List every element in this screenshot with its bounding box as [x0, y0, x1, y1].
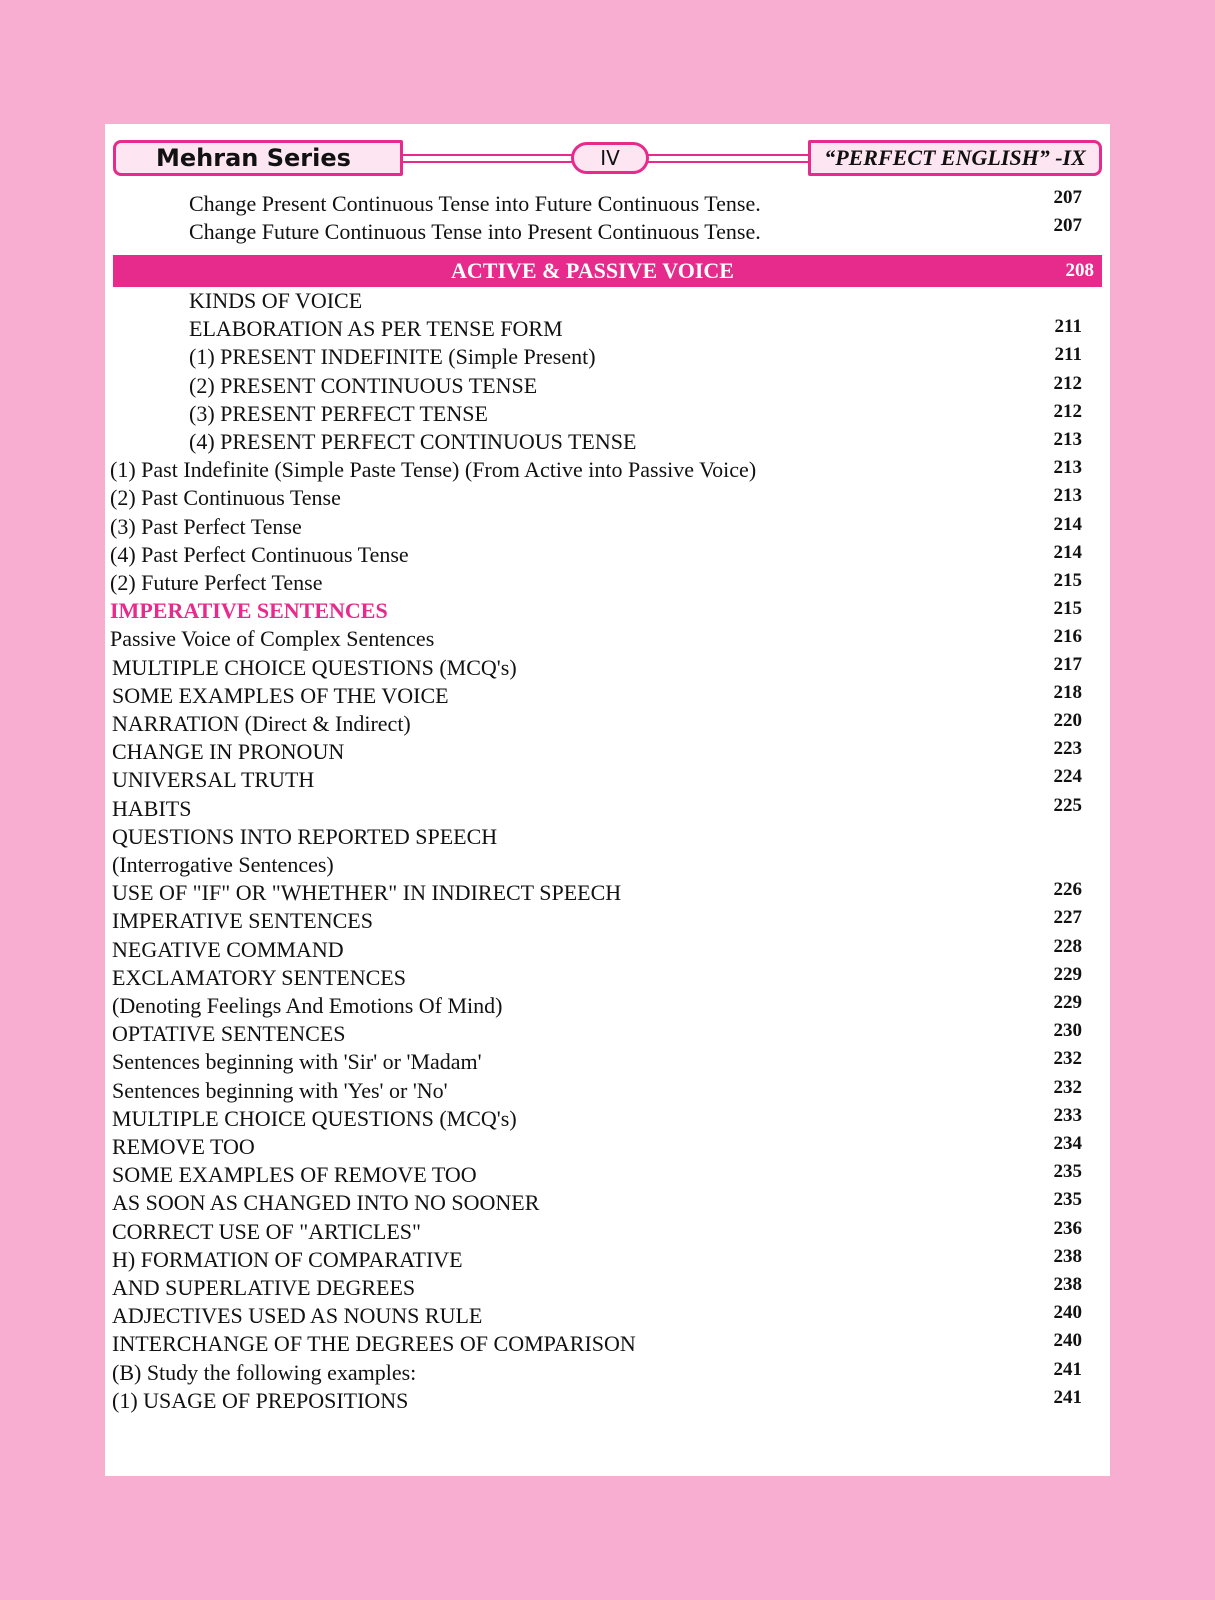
toc-entry: [105, 215, 1110, 246]
entry-page: 236: [1053, 1217, 1082, 1239]
entry-title: USE OF "IF" OR "WHETHER" IN INDIRECT SPEECH: [112, 880, 622, 906]
entry-title: H) FORMATION OF COMPARATIVE: [112, 1246, 463, 1272]
entry-page: 207: [1053, 187, 1082, 208]
entry-page: 240: [1053, 1330, 1082, 1352]
entry-page: 212: [1053, 400, 1082, 422]
toc-entry: [105, 1020, 1110, 1048]
entry-title: (B) Study the following examples:: [112, 1359, 417, 1385]
book-title: “PERFECT ENGLISH” -IX: [808, 140, 1102, 176]
toc-entry: [105, 710, 1110, 738]
entry-title: OPTATIVE SENTENCES: [112, 1021, 346, 1047]
entry-title: IMPERATIVE SENTENCES: [110, 598, 388, 624]
toc-entry: [105, 936, 1110, 964]
toc-entry: [105, 372, 1110, 400]
entry-page: 234: [1053, 1133, 1082, 1154]
entry-page: 213: [1053, 457, 1082, 479]
entry-title: QUESTIONS INTO REPORTED SPEECH: [112, 823, 498, 849]
entry-title: Sentences beginning with 'Yes' or 'No': [112, 1077, 448, 1103]
entry-page: 240: [1053, 1302, 1082, 1324]
entry-page: 220: [1053, 710, 1082, 731]
entry-page: 225: [1053, 794, 1082, 816]
toc-entry: [105, 1359, 1110, 1387]
entry-page: 217: [1053, 653, 1082, 675]
entry-title: Change Future Continuous Tense into Present Continuous Tense.: [189, 219, 761, 244]
entry-page: 226: [1053, 879, 1082, 901]
toc-entry: [105, 1189, 1110, 1217]
entry-title: SOME EXAMPLES OF REMOVE TOO: [112, 1162, 477, 1188]
toc-entry: [105, 1274, 1110, 1302]
toc-entry: [105, 187, 1110, 218]
toc-entry: [105, 795, 1110, 823]
toc-entry: [105, 1330, 1110, 1358]
entry-page: 238: [1053, 1274, 1082, 1295]
entry-page: 213: [1053, 429, 1082, 450]
entry-title: Sentences beginning with 'Sir' or 'Madam': [112, 1049, 482, 1075]
entry-title: AND SUPERLATIVE DEGREES: [112, 1275, 416, 1300]
section-title: ACTIVE & PASSIVE VOICE: [451, 258, 734, 283]
section-page: 208: [1065, 260, 1094, 281]
entry-title: (4) Past Perfect Continuous Tense: [110, 541, 409, 567]
section-banner: [113, 255, 1102, 287]
entry-title: NARRATION (Direct & Indirect): [112, 711, 411, 736]
entry-title: (Denoting Feelings And Emotions Of Mind): [112, 993, 503, 1018]
entry-title: (4) PRESENT PERFECT CONTINUOUS TENSE: [189, 429, 637, 454]
entry-title: CHANGE IN PRONOUN: [112, 739, 345, 765]
entry-page: 207: [1053, 215, 1082, 236]
toc-entry: [105, 484, 1110, 512]
entry-title: (1) Past Indefinite (Simple Paste Tense) (From Active into Passive Voice): [110, 457, 757, 483]
entry-page: 212: [1053, 372, 1082, 394]
toc-entry: [105, 400, 1110, 428]
entry-title: (Interrogative Sentences): [112, 852, 334, 877]
entry-title: Change Present Continuous Tense into Future Continuous Tense.: [189, 191, 761, 216]
entry-page: 227: [1053, 907, 1082, 929]
toc-entry: [105, 625, 1110, 653]
entry-title: (2) Future Perfect Tense: [110, 570, 323, 595]
toc-entry: [105, 1218, 1110, 1246]
entry-page: 232: [1053, 1076, 1082, 1098]
toc-entry: [105, 287, 1110, 315]
entry-title: MULTIPLE CHOICE QUESTIONS (MCQ's): [112, 654, 517, 680]
entry-page: 235: [1053, 1189, 1082, 1211]
entry-title: (1) USAGE OF PREPOSITIONS: [112, 1387, 409, 1413]
entry-page: 211: [1054, 344, 1082, 366]
toc-entry: [105, 851, 1110, 879]
toc-entry: [105, 766, 1110, 794]
entry-page: 215: [1053, 570, 1082, 591]
entry-title: ADJECTIVES USED AS NOUNS RULE: [112, 1303, 483, 1329]
entry-page: 229: [1053, 963, 1082, 985]
toc-entry: [105, 569, 1110, 597]
toc-entry: [105, 1048, 1110, 1076]
entry-page: 233: [1053, 1104, 1082, 1126]
toc-entry: [105, 738, 1110, 766]
toc-entry: [105, 682, 1110, 710]
toc-entry: [105, 1246, 1110, 1274]
entry-page: 238: [1053, 1245, 1082, 1267]
toc-entry: [105, 964, 1110, 992]
toc-entry: [105, 513, 1110, 541]
entry-page: 216: [1053, 626, 1082, 648]
entry-page: 214: [1053, 513, 1082, 535]
entry-title: Passive Voice of Complex Sentences: [110, 626, 435, 652]
toc-entry: [105, 315, 1110, 343]
entry-title: UNIVERSAL TRUTH: [112, 767, 315, 793]
entry-page: 214: [1053, 541, 1082, 563]
entry-title: HABITS: [112, 795, 192, 821]
series-title: Mehran Series: [113, 140, 403, 176]
entry-title: CORRECT USE OF "ARTICLES": [112, 1218, 421, 1244]
entry-title: REMOVE TOO: [112, 1134, 255, 1159]
entry-title: INTERCHANGE OF THE DEGREES OF COMPARISON: [112, 1331, 636, 1357]
entry-title: ELABORATION AS PER TENSE FORM: [189, 316, 563, 342]
entry-page: 224: [1053, 766, 1082, 788]
entry-page: 235: [1053, 1161, 1082, 1183]
entry-title: (1) PRESENT INDEFINITE (Simple Present): [189, 344, 596, 370]
toc-entry: [105, 992, 1110, 1020]
entry-title: (3) PRESENT PERFECT TENSE: [189, 400, 488, 426]
entry-title: MULTIPLE CHOICE QUESTIONS (MCQ's): [112, 1105, 517, 1131]
entry-page: 232: [1053, 1048, 1082, 1070]
entry-page: 241: [1053, 1358, 1082, 1380]
entry-page: 228: [1053, 935, 1082, 957]
toc-entry: [105, 1105, 1110, 1133]
entry-title: (3) Past Perfect Tense: [110, 513, 302, 539]
toc-entry: [105, 1133, 1110, 1161]
toc-entry: [105, 907, 1110, 935]
toc-entry: [105, 541, 1110, 569]
entry-title: (2) PRESENT CONTINUOUS TENSE: [189, 372, 538, 398]
entry-page: 223: [1053, 738, 1082, 760]
toc-page: [105, 124, 1110, 1476]
entry-title: EXCLAMATORY SENTENCES: [112, 964, 406, 990]
toc-entry: [105, 1161, 1110, 1189]
toc-entry: [105, 456, 1110, 484]
entry-title: AS SOON AS CHANGED INTO NO SOONER: [112, 1190, 540, 1216]
entry-page: 215: [1053, 598, 1082, 620]
entry-page: 230: [1053, 1020, 1082, 1042]
toc-entry: [105, 1387, 1110, 1415]
entry-title: IMPERATIVE SENTENCES: [112, 908, 373, 934]
entry-title: (2) Past Continuous Tense: [110, 485, 341, 511]
entry-title: KINDS OF VOICE: [189, 288, 363, 313]
toc-entry: [105, 343, 1110, 371]
toc-entry: [105, 1302, 1110, 1330]
entry-title: NEGATIVE COMMAND: [112, 936, 344, 962]
entry-title: SOME EXAMPLES OF THE VOICE: [112, 682, 449, 708]
entry-page: 218: [1053, 681, 1082, 703]
page-number-roman: IV: [571, 142, 649, 174]
toc-entry: [105, 1077, 1110, 1105]
entry-page: 211: [1054, 316, 1082, 338]
page-header: [113, 140, 1102, 180]
entry-page: 241: [1053, 1386, 1082, 1408]
toc-entry: [105, 654, 1110, 682]
toc-entry: [105, 879, 1110, 907]
toc-entry: [105, 823, 1110, 851]
entry-page: 213: [1053, 485, 1082, 507]
entry-page: 229: [1053, 992, 1082, 1013]
toc-entry: [105, 428, 1110, 456]
toc-entry: [105, 597, 1110, 625]
